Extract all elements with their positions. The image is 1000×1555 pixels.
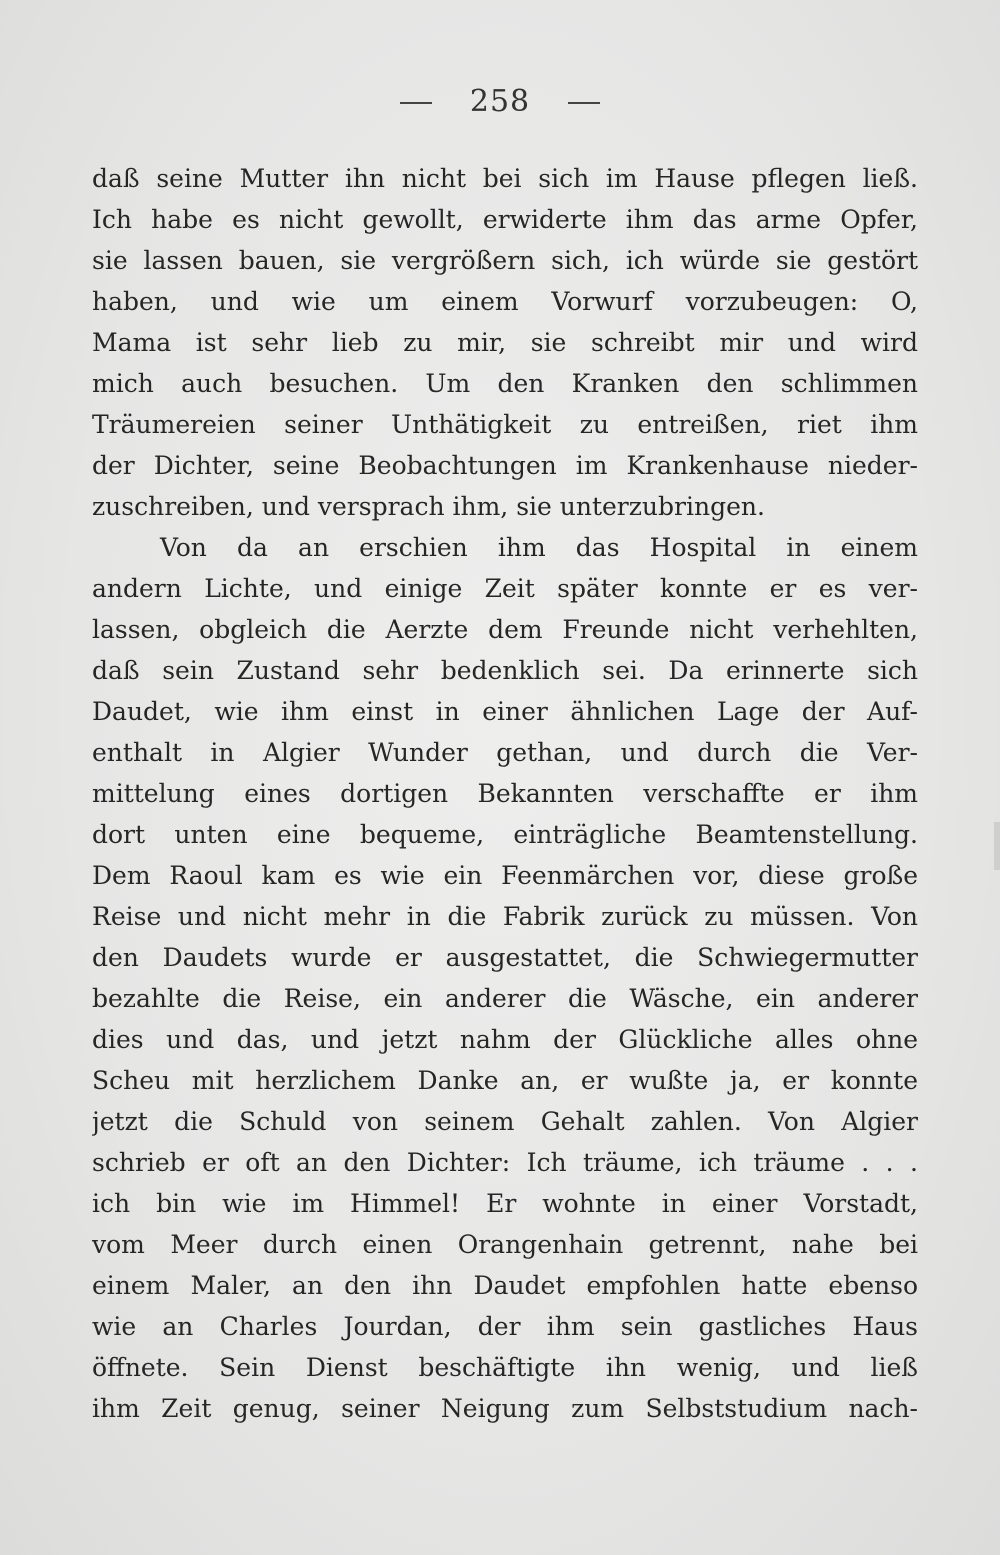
- text-line: Daudet, wie ihm einst in einer ähnlichen Lage der Auf-: [92, 697, 918, 726]
- text-line: Scheu mit herzlichem Danke an, er wußte ja, er konnte: [92, 1066, 918, 1095]
- text-line: Ich habe es nicht gewollt, erwiderte ihm das arme Opfer,: [92, 205, 918, 234]
- text-line: wie an Charles Jourdan, der ihm sein gastliches Haus: [92, 1312, 918, 1341]
- header-dash-right: [568, 102, 600, 104]
- text-line: haben, und wie um einem Vorwurf vorzubeugen: O,: [92, 287, 918, 316]
- text-line: einem Maler, an den ihn Daudet empfohlen hatte ebenso: [92, 1271, 918, 1300]
- text-line: lassen, obgleich die Aerzte dem Freunde nicht verhehlten,: [92, 615, 918, 644]
- text-line: mittelung eines dortigen Bekannten verschaffte er ihm: [92, 779, 918, 808]
- text-line: Träumereien seiner Unthätigkeit zu entreißen, riet ihm: [92, 410, 918, 439]
- text-line: daß sein Zustand sehr bedenklich sei. Da erinnerte sich: [92, 656, 918, 685]
- text-line: schrieb er oft an den Dichter: Ich träume, ich träume . . .: [92, 1148, 918, 1177]
- page-number: 258: [469, 84, 531, 119]
- text-line: sie lassen bauen, sie vergrößern sich, ich würde sie gestört: [92, 246, 918, 275]
- text-line: daß seine Mutter ihn nicht bei sich im Hause pflegen ließ.: [92, 164, 918, 193]
- body-text: [92, 158, 918, 1429]
- text-line: zuschreiben, und versprach ihm, sie unterzubringen.: [92, 492, 765, 521]
- text-line: Von da an erschien ihm das Hospital in einem: [160, 533, 918, 562]
- text-line: ihm Zeit genug, seiner Neigung zum Selbststudium nach-: [92, 1394, 918, 1423]
- text-line: enthalt in Algier Wunder gethan, und durch die Ver-: [92, 738, 918, 767]
- text-line: bezahlte die Reise, ein anderer die Wäsche, ein anderer: [92, 984, 918, 1013]
- text-line: andern Lichte, und einige Zeit später konnte er es ver-: [92, 574, 918, 603]
- text-line: den Daudets wurde er ausgestattet, die Schwiegermutter: [92, 943, 918, 972]
- text-line: ich bin wie im Himmel! Er wohnte in einer Vorstadt,: [92, 1189, 918, 1218]
- page-header: [0, 84, 1000, 119]
- text-line: mich auch besuchen. Um den Kranken den schlimmen: [92, 369, 918, 398]
- text-line: der Dichter, seine Beobachtungen im Krankenhause nieder-: [92, 451, 918, 480]
- text-line: dies und das, und jetzt nahm der Glückliche alles ohne: [92, 1025, 918, 1054]
- text-line: Mama ist sehr lieb zu mir, sie schreibt mir und wird: [92, 328, 918, 357]
- text-line: Reise und nicht mehr in die Fabrik zurück zu müssen. Von: [92, 902, 918, 931]
- header-dash-left: [400, 102, 432, 104]
- page-edge-mark: [994, 822, 1000, 870]
- text-line: Dem Raoul kam es wie ein Feenmärchen vor, diese große: [92, 861, 918, 890]
- text-line: öffnete. Sein Dienst beschäftigte ihn wenig, und ließ: [92, 1353, 918, 1382]
- text-line: dort unten eine bequeme, einträgliche Beamtenstellung.: [92, 820, 918, 849]
- text-line: jetzt die Schuld von seinem Gehalt zahlen. Von Algier: [92, 1107, 918, 1136]
- text-line: vom Meer durch einen Orangenhain getrennt, nahe bei: [92, 1230, 918, 1259]
